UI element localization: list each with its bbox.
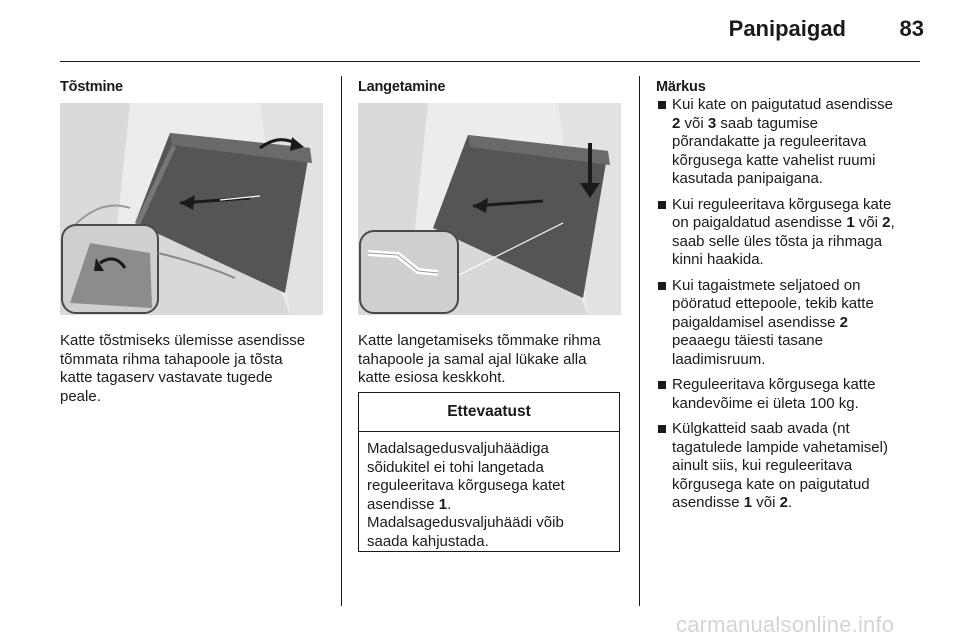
- header-rule: [60, 61, 920, 62]
- caution-body: Madalsagedusvaljuhäädiga sõidukitel ei tohi langetada reguleeritava kõrgusega katet asendisse 1. Madalsagedusvaljuhäädi võib saada kahjustada.: [367, 440, 565, 550]
- illustration-lowering-cover: [358, 103, 621, 315]
- note-item: Kui reguleeritava kõrgusega kate on paigaldatud asendisse 1 või 2, saab selle üles tõsta ja rihmaga kinni haakida.: [656, 196, 926, 270]
- page-title: Panipaigad: [728, 16, 846, 41]
- bullet-square-icon: [658, 201, 666, 209]
- bullet-square-icon: [658, 381, 666, 389]
- bullet-square-icon: [658, 101, 666, 109]
- caution-title: Ettevaatust: [359, 393, 619, 432]
- raising-text: Katte tõstmiseks ülemisse asendisse tõmmata rihma tahapoole ja tõsta katte tagaserv vastavate tugede peale.: [60, 332, 306, 405]
- watermark: carmanualsonline.info: [676, 612, 895, 637]
- note-item: Kui kate on paigutatud asendisse 2 või 3 saab tagumise põrandakatte ja reguleeritava kõrgusega katte vahelist ruumi kasutada panipaigana.: [656, 96, 926, 189]
- raising-description: [60, 332, 335, 406]
- note-item: Reguleeritava kõrgusega katte kandevõime ei ületa 100 kg.: [656, 376, 926, 413]
- column-lowering: [358, 78, 628, 96]
- page-number: 83: [899, 16, 924, 41]
- bullet-square-icon: [658, 425, 666, 433]
- section-heading-lowering: Langetamine: [358, 79, 446, 95]
- caution-box: [358, 392, 620, 552]
- column-divider-2: [639, 76, 640, 606]
- note-item: Kui tagaistmete seljatoed on pööratud ettepoole, tekib katte paigaldamisel asendisse 2 peaaegu täiesti tasane laadimisruum.: [656, 277, 926, 370]
- lowering-description: [358, 332, 633, 388]
- note-item: Külgkatteid saab avada (nt tagatulede lampide vahetamisel) ainult siis, kui reguleeritava kõrgusega kate on paigutatud asendisse 1 või 2.: [656, 420, 926, 513]
- bullet-square-icon: [658, 282, 666, 290]
- lowering-text: Katte langetamiseks tõmmake rihma tahapoole ja samal ajal lükake alla katte esiosa keskkoht.: [358, 332, 601, 386]
- illustration-raising-cover: [60, 103, 323, 315]
- column-notes: [656, 78, 926, 520]
- notes-list: [656, 96, 926, 513]
- column-divider-1: [341, 76, 342, 606]
- section-heading-raising: Tõstmine: [60, 79, 123, 95]
- column-raising: [60, 78, 330, 96]
- section-heading-notes: Märkus: [656, 79, 706, 95]
